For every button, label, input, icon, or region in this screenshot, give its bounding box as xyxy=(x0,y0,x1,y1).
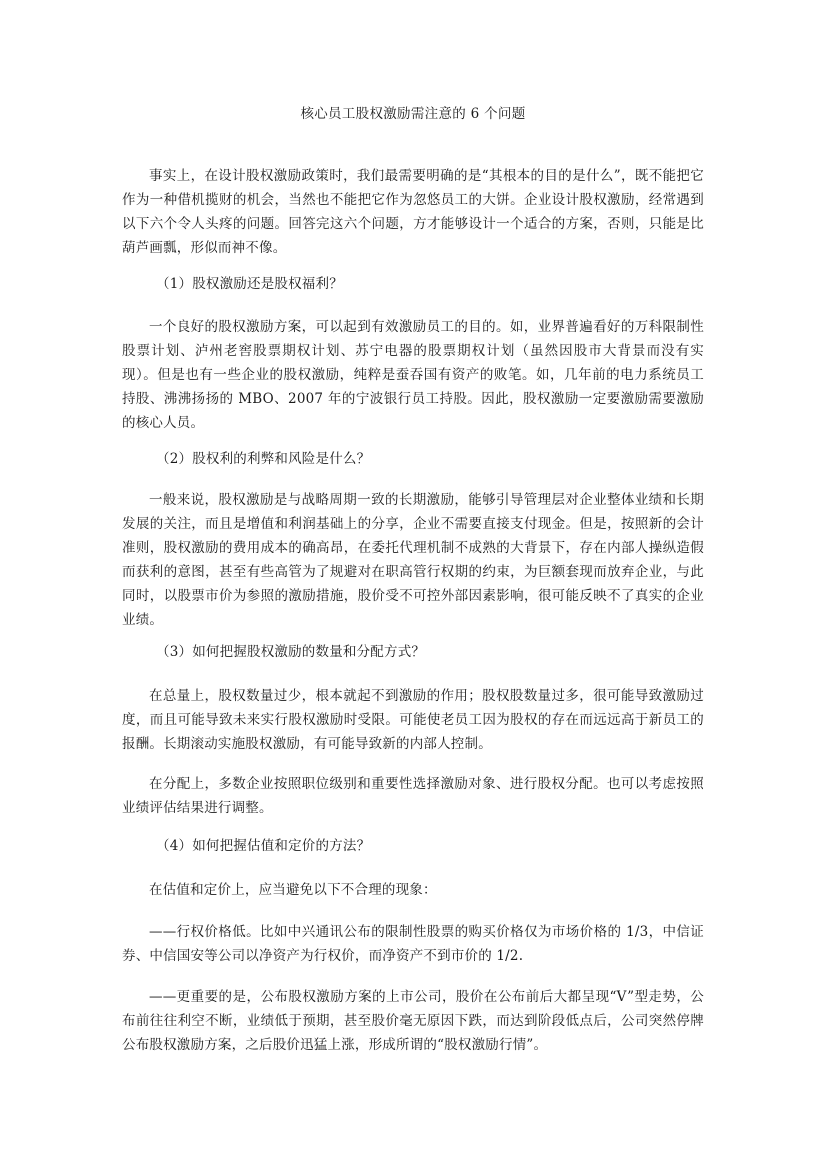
section-3-paragraph-2: 在分配上，多数企业按照职位级别和重要性选择激励对象、进行股权分配。也可以考虑按照业绩评估结果进行调整。 xyxy=(122,776,704,816)
intro-paragraph: 事实上，在设计股权激励政策时，我们最需要明确的是“其根本的目的是什么”，既不能把它作为一种借机揽财的机会，当然也不能把它作为忽悠员工的大饼。企业设计股权激励，经常遇到以下六个令人头疼的问题。回答完这六个问题，方才能够设计一个适合的方案，否则，只能是比葫芦画瓢，形似而神不像。 xyxy=(122,168,704,256)
document-title: 核心员工股权激励需注意的 6 个问题 xyxy=(300,106,526,122)
section-1-paragraph-1: 一个良好的股权激励方案，可以起到有效激励员工的目的。如，业界普遍看好的万科限制性股票计划、泸州老窖股票期权计划、苏宁电器的股票期权计划（虽然因股市大背景而没有实现）。但是也有一些企业的股权激励，纯粹是蚕吞国有资产的败笔。如，几年前的电力系统员工持股、沸沸扬扬的 MBO、2007 年的宁波银行员工持股。因此，股权激励一定要激励需要激励的核心人员。 xyxy=(122,319,704,431)
section-2-heading: （2）股权利的利弊和风险是什么？ xyxy=(156,451,371,467)
section-2-paragraph-1: 一般来说，股权激励是与战略周期一致的长期激励，能够引导管理层对企业整体业绩和长期发展的关注，而且是增值和利润基础上的分享，企业不需要直接支付现金。但是，按照新的会计准则，股权激励的费用成本的确高昂，在委托代理机制不成熟的大背景下，存在内部人操纵造假而获利的意图，甚至有些高管为了规避对在职高管行权期的约束，为巨额套现而放弃企业，与此同时，以股票市价为参照的激励措施，股价受不可控外部因素影响，很可能反映不了真实的企业业绩。 xyxy=(122,492,704,628)
section-4-paragraph-2: ——行权价格低。比如中兴通讯公布的限制性股票的购买价格仅为市场价格的 1/3，中信证券、中信国安等公司以净资产为行权价，而净资产不到市价的 1/2. xyxy=(122,924,704,964)
section-3-paragraph-1: 在总量上，股权数量过少，根本就起不到激励的作用；股权股数量过多，很可能导致激励过度，而且可能导致未来实行股权激励时受限。可能使老员工因为股权的存在而远远高于新员工的报酬。长期滚动实施股权激励，有可能导致新的内部人控制。 xyxy=(122,688,704,752)
section-3-heading: （3）如何把握股权激励的数量和分配方式？ xyxy=(156,644,426,660)
section-1-heading: （1）股权激励还是股权福利？ xyxy=(156,276,343,292)
section-4-heading: （4）如何把握估值和定价的方法？ xyxy=(156,838,371,854)
section-4-paragraph-1: 在估值和定价上，应当避免以下不合理的现象： xyxy=(149,882,437,898)
section-4-paragraph-3: ——更重要的是，公布股权激励方案的上市公司，股价在公布前后大都呈现“V”型走势，公布前往往利空不断，业绩低于预期，甚至股价毫无原因下跌，而达到阶段低点后，公司突然停牌公布股权激励方案，之后股价迅猛上涨，形成所谓的“股权激励行情”。 xyxy=(122,989,704,1053)
